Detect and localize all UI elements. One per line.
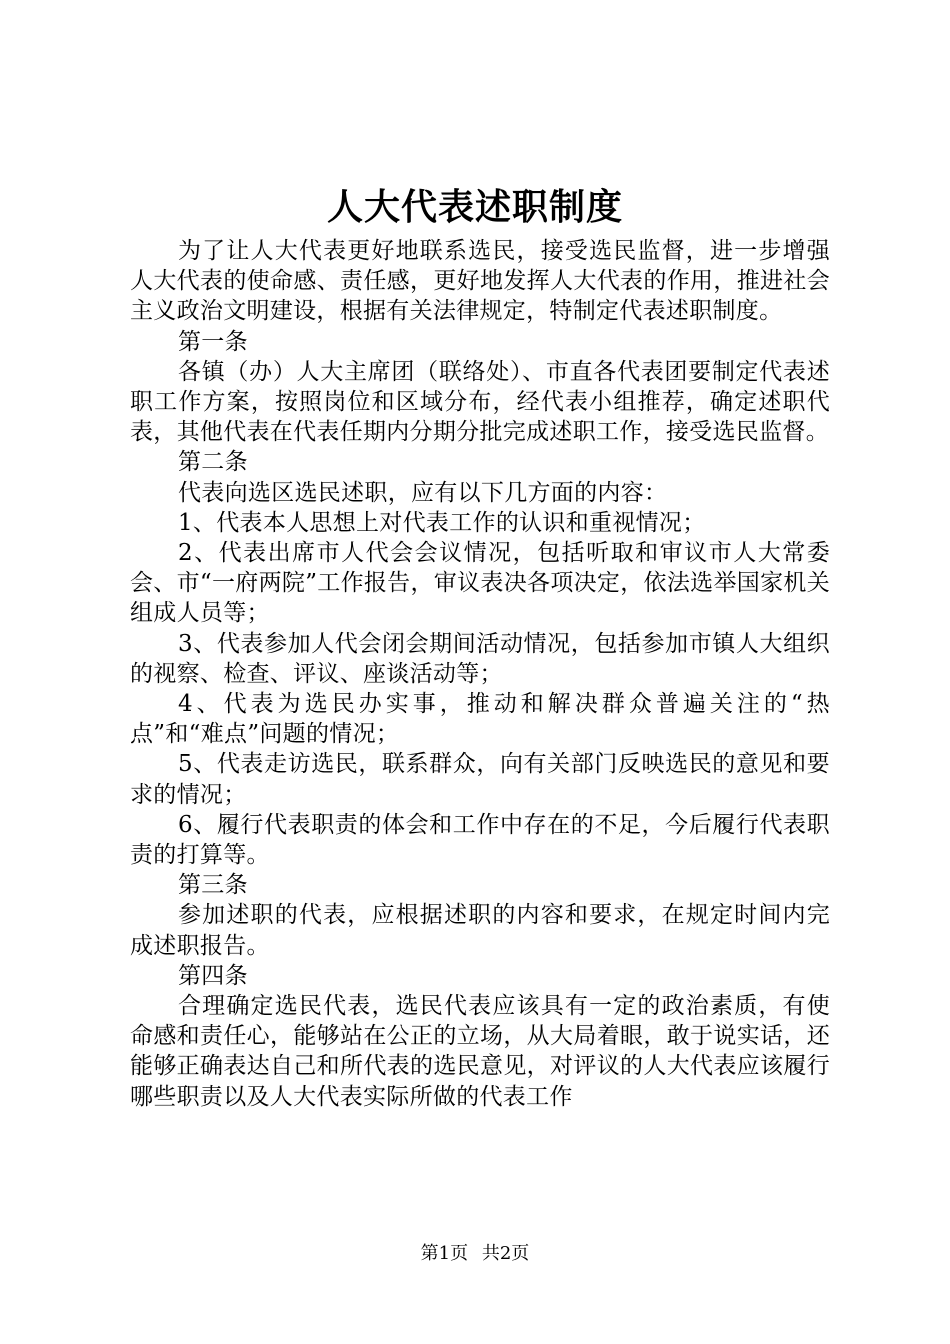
list-item-1: 1、代表本人思想上对代表工作的认识和重视情况； — [178, 509, 706, 536]
list-item-4: 4、代表为选民办实事，推动和解决群众普遍关注的“热点”和“难点”问题的情况； — [130, 691, 830, 748]
list-item-3: 3、代表参加人代会闭会期间活动情况，包括参加市镇人大组织的视察、检查、评议、座谈活动等； — [130, 630, 830, 687]
document-body — [130, 236, 830, 1112]
list-item-5: 5、代表走访选民，联系群众，向有关部门反映选民的意见和要求的情况； — [130, 751, 830, 808]
article-heading-3: 第三条 — [178, 872, 248, 899]
list-item-6: 6、履行代表职责的体会和工作中存在的不足，今后履行代表职责的打算等。 — [130, 811, 830, 869]
article-2-paragraph: 代表向选区选民述职，应有以下几方面的内容： — [178, 479, 668, 506]
article-3-paragraph: 参加述职的代表，应根据述职的内容和要求，在规定时间内完成述职报告。 — [130, 902, 830, 959]
page-footer — [0, 1240, 950, 1268]
article-heading-1: 第一条 — [178, 328, 248, 355]
intro-paragraph: 为了让人大代表更好地联系选民，接受选民监督，进一步增强人大代表的使命感、责任感，更好地发挥人大代表的作用，推进社会主义政治文明建设，根据有关法律规定，特制定代表述职制度。 — [130, 238, 830, 325]
article-heading-2: 第二条 — [178, 449, 248, 476]
page-total: 共2页 — [481, 1243, 530, 1264]
article-1-paragraph: 各镇（办）人大主席团（联络处）、市直各代表团要制定代表述职工作方案，按照岗位和区域分布，经代表小组推荐，确定述职代表，其他代表在代表任期内分期分批完成述职工作，接受选民监督。 — [130, 358, 830, 446]
article-heading-4: 第四条 — [178, 962, 248, 989]
page-number: 第1页 — [420, 1243, 469, 1264]
document-title: 人大代表述职制度 — [326, 186, 623, 228]
article-4-paragraph: 合理确定选民代表，选民代表应该具有一定的政治素质，有使命感和责任心，能够站在公正的立场，从大局着眼，敢于说实话，还能够正确表达自己和所代表的选民意见，对评议的人大代表应该履行哪些职责以及人大代表实际所做的代表工作 — [130, 993, 830, 1110]
list-item-2: 2、代表出席市人代会会议情况，包括听取和审议市人大常委会、市“一府两院”工作报告，审议表决各项决定，依法选举国家机关组成人员等； — [130, 540, 830, 627]
